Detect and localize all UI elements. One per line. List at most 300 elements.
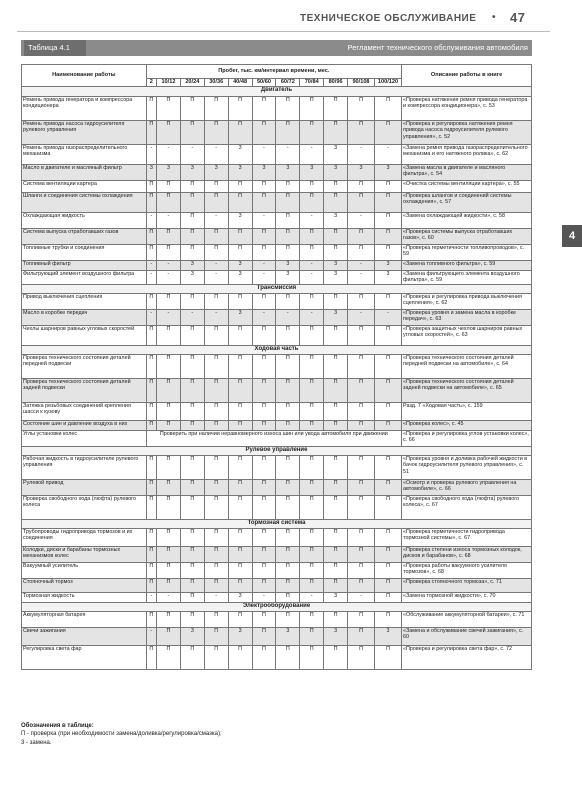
interval-cell: П [204,421,228,431]
work-description: «Проверка натяжения ремня привода генератора и компрессора кондиционера», с. 53 [402,97,532,121]
interval-cell: 3 [228,271,252,285]
interval-cell: П [157,379,181,403]
interval-cell: П [146,456,156,480]
interval-cell: П [276,326,300,346]
work-description: «Замена и обслуживание свечей зажигания», с. 60 [402,628,532,646]
interval-cell: П [276,355,300,379]
interval-cell: П [300,245,324,261]
work-description: «Проверка системы выпуска отработавших газов», с. 60 [402,229,532,245]
interval-cell: П [324,646,348,670]
interval-cell: - [157,145,181,165]
table-row [22,245,532,261]
work-name: Проверка свободного хода (люфта) рулевого колеса [22,496,147,520]
interval-cell: П [146,181,156,193]
interval-cell: П [204,480,228,496]
interval-cell: П [276,213,300,229]
interval-cell: П [348,496,375,520]
interval-cell: П [348,193,375,213]
interval-cell: П [348,480,375,496]
section-row [22,285,532,294]
interval-cell: П [204,229,228,245]
interval-cell: П [324,563,348,579]
interval-cell: П [252,421,276,431]
interval-cell: П [348,646,375,670]
table-row [22,628,532,646]
interval-cell: П [146,245,156,261]
table-row [22,529,532,547]
interval-cell: П [348,421,375,431]
interval-cell: П [157,456,181,480]
interval-cell: - [348,271,375,285]
interval-cell: П [324,229,348,245]
interval-cell: П [157,294,181,310]
interval-cell: П [146,612,156,628]
interval-cell: П [300,181,324,193]
section-row [22,87,532,97]
interval-cell: П [157,529,181,547]
interval-cell: П [228,456,252,480]
interval-cell: 3 [228,628,252,646]
interval-cell: П [348,403,375,421]
interval-cell: П [180,229,204,245]
interval-cell: П [348,628,375,646]
interval-cell: П [146,480,156,496]
interval-cell: 3 [180,271,204,285]
col-header-name: Наименование работы [22,65,147,87]
interval-cell: - [204,271,228,285]
interval-cell: - [204,213,228,229]
interval-cell: 3 [276,165,300,181]
interval-cell: П [180,496,204,520]
interval-cell: П [300,646,324,670]
interval-cell: П [276,121,300,145]
interval-cell: П [180,563,204,579]
interval-cell: П [300,628,324,646]
work-name: Проверка технического состояния деталей передней подвески [22,355,147,379]
interval-cell: - [146,271,156,285]
interval-cell: П [375,646,402,670]
interval-cell: П [204,326,228,346]
interval-cell: 3 [375,271,402,285]
interval-cell: П [276,229,300,245]
col-header-mileage: Пробег, тыс. км/интервал времени, мес. [146,65,401,79]
interval-cell: П [276,97,300,121]
work-description: «Проверка герметичности гидропривода тормозной системы», с. 67 [402,529,532,547]
work-description: «Замена ремня привода газораспределительного механизма и его натяжного ролика», с. 62 [402,145,532,165]
interval-cell: П [276,646,300,670]
interval-cell: П [300,379,324,403]
table-row [22,213,532,229]
interval-cell: 3 [324,310,348,326]
interval-cell: П [375,355,402,379]
maintenance-table [21,64,532,670]
work-description: «Проверка технического состояния деталей задней подвески на автомобиле», с. 65 [402,379,532,403]
interval-cell: П [157,121,181,145]
page-number: 47 [510,10,526,25]
interval-cell: П [180,421,204,431]
interval-header: 50/60 [252,79,276,87]
work-name: Привод выключения сцепления [22,294,147,310]
interval-cell: П [228,379,252,403]
section-title: Тормозная система [22,520,532,529]
interval-cell: П [300,421,324,431]
interval-cell: П [146,379,156,403]
interval-cell: - [252,593,276,603]
interval-note: Проверить при наличии неравномерного износа шин или увода автомобиля при движении [146,431,401,447]
interval-cell: П [157,579,181,593]
interval-cell: - [146,310,156,326]
interval-cell: - [300,310,324,326]
interval-cell: 3 [300,165,324,181]
legend-title: Обозначения в таблице: [21,723,94,729]
interval-cell: П [300,355,324,379]
interval-cell: П [204,547,228,563]
interval-cell: П [180,294,204,310]
interval-cell: - [276,310,300,326]
interval-cell: П [348,97,375,121]
interval-cell: П [300,294,324,310]
interval-cell: П [276,496,300,520]
interval-cell: П [204,496,228,520]
interval-cell: П [252,355,276,379]
interval-cell: П [252,193,276,213]
interval-cell: П [375,181,402,193]
interval-cell: - [157,261,181,271]
work-description: «Замена топливного фильтра», с. 59 [402,261,532,271]
interval-cell: П [348,529,375,547]
interval-cell: П [180,612,204,628]
interval-cell: 3 [324,213,348,229]
work-name: Фильтрующий элемент воздушного фильтра [22,271,147,285]
interval-cell: П [276,563,300,579]
interval-cell: П [300,456,324,480]
interval-cell: 3 [348,165,375,181]
work-name: Топливный фильтр [22,261,147,271]
interval-header: 10/12 [157,79,181,87]
table-row [22,480,532,496]
interval-cell: П [324,579,348,593]
interval-cell: П [180,480,204,496]
interval-cell: П [252,181,276,193]
interval-cell: - [348,261,375,271]
interval-cell: П [228,547,252,563]
interval-cell: - [375,145,402,165]
interval-cell: П [228,229,252,245]
interval-header: 100/120 [375,79,402,87]
table-row [22,421,532,431]
work-name: Чехлы шарниров равных угловых скоростей [22,326,147,346]
interval-cell: П [375,456,402,480]
interval-cell: П [348,547,375,563]
interval-cell: П [180,213,204,229]
interval-cell: П [146,563,156,579]
interval-cell: П [204,121,228,145]
interval-cell: П [375,326,402,346]
interval-cell: П [146,121,156,145]
interval-cell: - [204,310,228,326]
work-name: Тормозная жидкость [22,593,147,603]
interval-header: 70/84 [300,79,324,87]
interval-cell: П [348,579,375,593]
table-row [22,579,532,593]
interval-cell: П [180,529,204,547]
interval-cell: П [146,579,156,593]
interval-cell: П [375,245,402,261]
legend-check: П - проверка (при необходимости замена/доливка/регулировка/смазка); [21,731,222,738]
interval-cell: П [157,563,181,579]
table-row [22,403,532,421]
interval-cell: П [375,403,402,421]
interval-cell: П [157,646,181,670]
interval-cell: - [300,593,324,603]
interval-cell: П [348,379,375,403]
interval-cell: П [276,379,300,403]
interval-cell: П [375,121,402,145]
interval-cell: 3 [180,261,204,271]
work-description: «Проверка шлангов и соединений системы охлаждения», с. 57 [402,193,532,213]
interval-cell: П [324,547,348,563]
interval-cell: - [348,145,375,165]
work-name: Ремень привода насоса гидроусилителя рулевого управления [22,121,147,145]
running-header-dot: • [492,12,497,23]
table-row [22,193,532,213]
interval-cell: 3 [228,165,252,181]
table-row [22,431,532,447]
interval-cell: П [157,229,181,245]
interval-cell: П [300,612,324,628]
interval-cell: 3 [375,165,402,181]
work-description: «Проверка технического состояния деталей передней подвески на автомобиле», с. 64 [402,355,532,379]
interval-cell: П [180,646,204,670]
legend-replace: 3 - замена. [21,739,52,746]
interval-cell: П [375,213,402,229]
interval-cell: П [252,612,276,628]
work-name: Аккумуляторная батарея [22,612,147,628]
work-description: «Проверка свободного хода (люфта) рулевого колеса», с. 67 [402,496,532,520]
interval-cell: - [300,271,324,285]
chapter-tab: 4 [562,225,582,247]
interval-cell: П [204,379,228,403]
interval-cell: - [146,145,156,165]
interval-cell: П [324,193,348,213]
work-description: «Очистка системы вентиляции картера», с. 55 [402,181,532,193]
interval-cell: П [180,181,204,193]
interval-cell: П [204,245,228,261]
table-row [22,456,532,480]
table-row [22,261,532,271]
header-rule [17,31,550,32]
interval-cell: П [324,612,348,628]
work-description: «Проверка стояночного тормоза», с. 71 [402,579,532,593]
work-description: «Замена охлаждающей жидкости», с. 58 [402,213,532,229]
interval-cell: П [276,612,300,628]
interval-header: 40/48 [228,79,252,87]
interval-cell: П [228,294,252,310]
interval-cell: П [276,421,300,431]
interval-cell: П [252,456,276,480]
interval-cell: П [180,456,204,480]
interval-cell: П [228,245,252,261]
work-name: Ремень привода генератора и компрессора кондиционера [22,97,147,121]
interval-cell: П [276,181,300,193]
interval-cell: П [300,403,324,421]
interval-cell: П [146,403,156,421]
section-row [22,346,532,355]
interval-cell: П [375,97,402,121]
running-header [300,10,550,28]
interval-cell: П [204,646,228,670]
table-row [22,97,532,121]
running-header-title: ТЕХНИЧЕСКОЕ ОБСЛУЖИВАНИЕ [300,13,477,24]
section-row [22,520,532,529]
interval-cell: П [252,326,276,346]
interval-cell: П [228,181,252,193]
work-description: «Проверка защитных чехлов шарниров равных угловых скоростей», с. 63 [402,326,532,346]
legend [21,722,421,747]
interval-cell: 3 [228,145,252,165]
interval-cell: 3 [204,165,228,181]
interval-cell: П [180,403,204,421]
interval-cell: 3 [375,261,402,271]
work-description: «Проверка и регулировка натяжения ремня привода насоса гидроусилителя рулевого управления», с. 52 [402,121,532,145]
interval-cell: П [180,355,204,379]
interval-cell: П [180,245,204,261]
interval-cell: П [324,496,348,520]
interval-cell: П [300,579,324,593]
table-row [22,294,532,310]
interval-cell: П [180,326,204,346]
interval-cell: П [146,355,156,379]
table-row [22,355,532,379]
interval-cell: П [375,229,402,245]
work-name: Шланги и соединения системы охлаждения [22,193,147,213]
interval-cell: П [204,628,228,646]
interval-cell: П [300,326,324,346]
interval-cell: П [300,97,324,121]
interval-cell: П [276,403,300,421]
interval-cell: П [228,403,252,421]
interval-cell: П [228,612,252,628]
interval-cell: П [228,480,252,496]
interval-cell: 3 [276,261,300,271]
interval-cell: П [157,403,181,421]
interval-cell: П [252,245,276,261]
interval-cell: П [157,181,181,193]
interval-cell: П [348,245,375,261]
work-name: Стояночный тормоз [22,579,147,593]
interval-cell: П [204,97,228,121]
interval-cell: 3 [146,165,156,181]
work-description: «Замена фильтрующего элемента воздушного фильтра», с. 59 [402,271,532,285]
interval-cell: - [146,213,156,229]
interval-cell: П [146,421,156,431]
interval-cell: 3 [324,271,348,285]
interval-cell: 3 [324,261,348,271]
interval-cell: П [157,547,181,563]
interval-cell: П [204,456,228,480]
interval-cell: П [276,193,300,213]
work-name: Масло в коробке передач [22,310,147,326]
interval-cell: П [204,294,228,310]
interval-cell: - [300,213,324,229]
interval-cell: 3 [180,165,204,181]
interval-cell: П [180,193,204,213]
work-name: Рабочая жидкость в гидроусилителе рулевого управления [22,456,147,480]
work-description: «Проверка уровня и замена масла в коробке передач», с. 63 [402,310,532,326]
interval-cell: П [252,646,276,670]
interval-cell: П [252,628,276,646]
interval-cell: П [228,421,252,431]
work-name: Ремень привода газораспределительного механизма [22,145,147,165]
interval-cell: П [252,496,276,520]
interval-cell: П [228,121,252,145]
interval-cell: П [324,294,348,310]
interval-cell: - [300,261,324,271]
interval-cell: - [157,213,181,229]
interval-cell: П [348,456,375,480]
table-row [22,612,532,628]
interval-header: 30/36 [204,79,228,87]
interval-cell: П [300,193,324,213]
interval-cell: П [228,563,252,579]
interval-header: 60/72 [276,79,300,87]
interval-cell: - [157,271,181,285]
interval-cell: - [146,261,156,271]
interval-cell: П [348,121,375,145]
interval-cell: - [300,145,324,165]
interval-cell: - [252,145,276,165]
work-description: «Замена тормозной жидкости», с. 70 [402,593,532,603]
interval-cell: П [375,593,402,603]
interval-cell: П [276,593,300,603]
interval-cell: П [324,181,348,193]
interval-cell: П [146,294,156,310]
interval-cell: П [204,529,228,547]
interval-cell: П [375,496,402,520]
section-title: Двигатель [22,87,532,97]
table-row [22,165,532,181]
interval-cell: 3 [324,628,348,646]
interval-cell: П [348,563,375,579]
interval-cell: П [375,294,402,310]
table-row [22,593,532,603]
interval-cell: П [252,547,276,563]
table-row [22,646,532,670]
work-description: «Проверка уровня и доливка рабочей жидкости в бачок гидроусилителя рулевого управления», с. 51 [402,456,532,480]
interval-cell: П [146,97,156,121]
interval-cell: П [180,121,204,145]
table-row [22,379,532,403]
work-name: Углы установки колес [22,431,147,447]
work-name: Состояние шин и давление воздуха в них [22,421,147,431]
work-description: «Проверка работы вакуумного усилителя тормозов», с. 68 [402,563,532,579]
table-row [22,229,532,245]
interval-cell: П [204,403,228,421]
table-row [22,145,532,165]
interval-cell: 3 [324,145,348,165]
interval-cell: П [324,245,348,261]
work-description: Разд. 7 «Ходовая часть», с. 159 [402,403,532,421]
work-name: Проверка технического состояния деталей задней подвески [22,379,147,403]
table-row [22,326,532,346]
interval-cell: П [375,579,402,593]
interval-cell: П [146,529,156,547]
interval-header: 2 [146,79,156,87]
interval-cell: П [146,547,156,563]
interval-cell: П [157,612,181,628]
interval-cell: П [204,612,228,628]
work-description: «Проверка степени износа тормозных колодок, дисков и барабанов», с. 68 [402,547,532,563]
